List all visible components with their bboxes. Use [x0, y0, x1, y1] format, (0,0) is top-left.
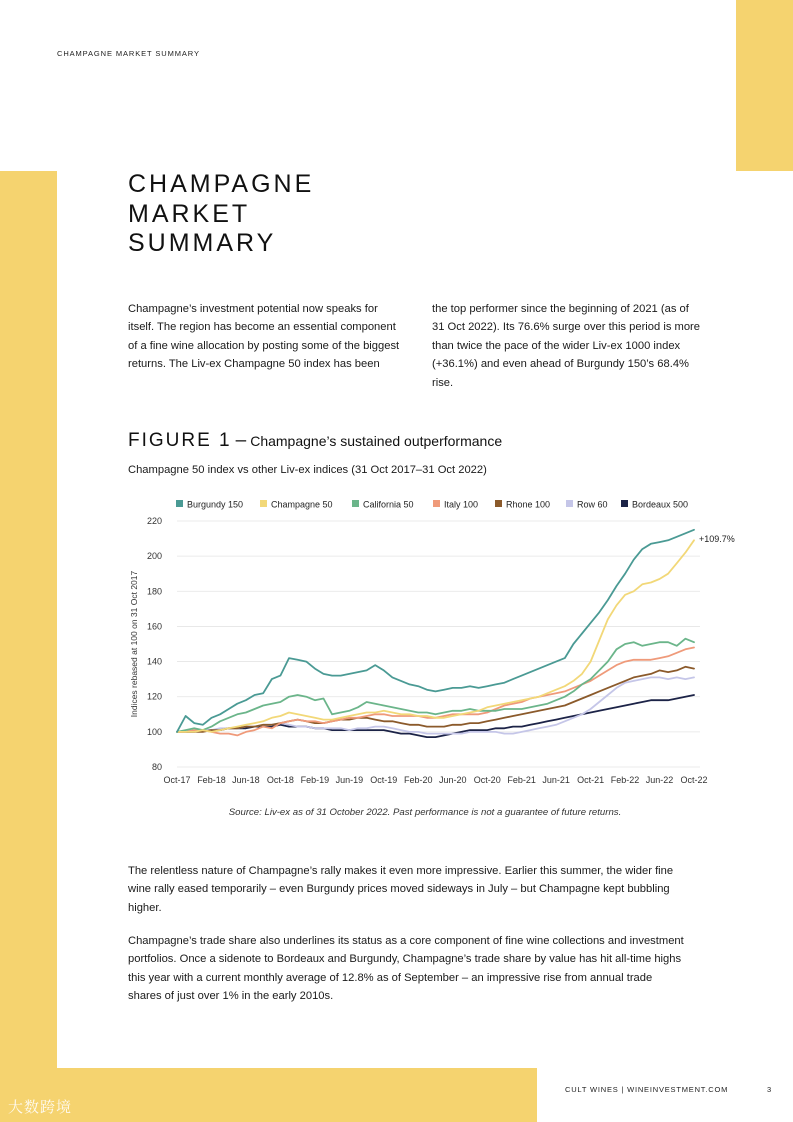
legend-label: Bordeaux 500: [632, 499, 689, 510]
x-tick-label: Feb-21: [507, 775, 536, 785]
title-line-1: CHAMPAGNE: [128, 170, 315, 198]
series-line: [177, 540, 694, 732]
legend-swatch: [352, 500, 359, 507]
y-tick-label: 120: [146, 691, 162, 702]
body-paragraph-2: Champagne’s trade share also underlines its status as a core component of fine wine collections and investment portfolios. Once a sidenote to Bordeaux and Burgundy, Champagne’s trade share by value has hit all-time highs this year with a current monthly average of 12.8% as of September – an impressive rise from annual trade shares of just over 1% in the early 2010s.: [128, 935, 684, 1003]
title-line-2: MARKET: [128, 199, 251, 228]
running-header: CHAMPAGNE MARKET SUMMARY: [57, 49, 200, 58]
legend-swatch: [621, 500, 628, 507]
intro-column-2: the top performer since the beginning of 2021 (as of 31 Oct 2022). Its 76.6% surge over this period is more than twice the pace of the wider Liv-ex 1000 index (+36.1%) and even ahead of Burgundy 150’s 68.4% rise.: [432, 303, 701, 389]
series-line: [177, 677, 694, 733]
x-tick-label: Oct-17: [163, 775, 191, 785]
accent-block-top-right: [736, 0, 793, 171]
figure-heading: [128, 430, 502, 452]
body-paragraph-1: The relentless nature of Champagne’s rally makes it even more impressive. Earlier this summer, the wider fine wine rally eased temporarily – even Burgundy prices moved sideways in July – but Champagne kept bubbling higher.: [128, 865, 674, 914]
legend-label: California 50: [363, 499, 414, 510]
legend-swatch: [433, 500, 440, 507]
y-tick-label: 200: [146, 551, 162, 562]
figure-source: Source: Liv-ex as of 31 October 2022. Past performance is not a guarantee of future returns.: [228, 807, 622, 818]
figure-label: FIGURE 1: [128, 430, 232, 451]
line-chart: [0, 490, 793, 800]
x-tick-label: Oct-21: [577, 775, 605, 785]
y-tick-label: 160: [146, 621, 162, 632]
figure-dash: –: [235, 430, 247, 451]
x-tick-label: Jun-19: [335, 775, 364, 785]
y-axis-label: Indices rebased at 100 on 31 Oct 2017: [129, 570, 139, 718]
figure-caption: Champagne’s sustained outperformance: [250, 433, 503, 449]
x-tick-label: Feb-20: [404, 775, 433, 785]
x-tick-label: Oct-22: [680, 775, 708, 785]
legend-swatch: [176, 500, 183, 507]
x-tick-label: Oct-19: [370, 775, 398, 785]
x-tick-label: Jun-21: [542, 775, 570, 785]
figure-subtitle: Champagne 50 index vs other Liv-ex indices (31 Oct 2017–31 Oct 2022): [128, 464, 487, 476]
y-tick-label: 80: [151, 762, 162, 772]
legend-swatch: [566, 500, 573, 507]
x-tick-label: Jun-22: [645, 775, 674, 785]
y-tick-label: 100: [146, 726, 162, 737]
legend-label: Rhone 100: [506, 499, 551, 510]
y-tick-label: 220: [146, 516, 162, 526]
accent-bar-bottom: [0, 1068, 537, 1122]
data-label: +109.7%: [699, 534, 735, 544]
legend-swatch: [260, 500, 267, 507]
legend-swatch: [495, 500, 502, 507]
watermark-logo: 大数跨境: [8, 1099, 73, 1116]
intro-column-1: Champagne’s investment potential now speaks for itself. The region has become an essential component of a fine wine allocation by posting some of the biggest returns. The Liv-ex Champagne 50 index has been: [128, 303, 400, 371]
legend-label: Italy 100: [444, 499, 479, 510]
x-tick-label: Feb-19: [300, 775, 330, 785]
page-number: 3: [767, 1085, 772, 1094]
x-tick-label: Feb-22: [610, 775, 640, 785]
series-line: [177, 667, 694, 732]
y-tick-label: 180: [146, 586, 162, 597]
y-tick-label: 140: [146, 656, 162, 667]
footer-brand: CULT WINES | WINEINVESTMENT.COM: [565, 1085, 729, 1094]
x-tick-label: Jun-18: [232, 775, 260, 785]
legend-label: Row 60: [577, 499, 608, 510]
x-tick-label: Oct-20: [473, 775, 501, 785]
series-line: [177, 530, 694, 732]
legend-label: Burgundy 150: [187, 499, 244, 510]
title-line-3: SUMMARY: [128, 229, 277, 257]
x-tick-label: Oct-18: [266, 775, 294, 785]
x-tick-label: Feb-18: [197, 775, 226, 785]
x-tick-label: Jun-20: [438, 775, 467, 785]
page-title: [128, 170, 314, 259]
legend-label: Champagne 50: [271, 499, 333, 510]
